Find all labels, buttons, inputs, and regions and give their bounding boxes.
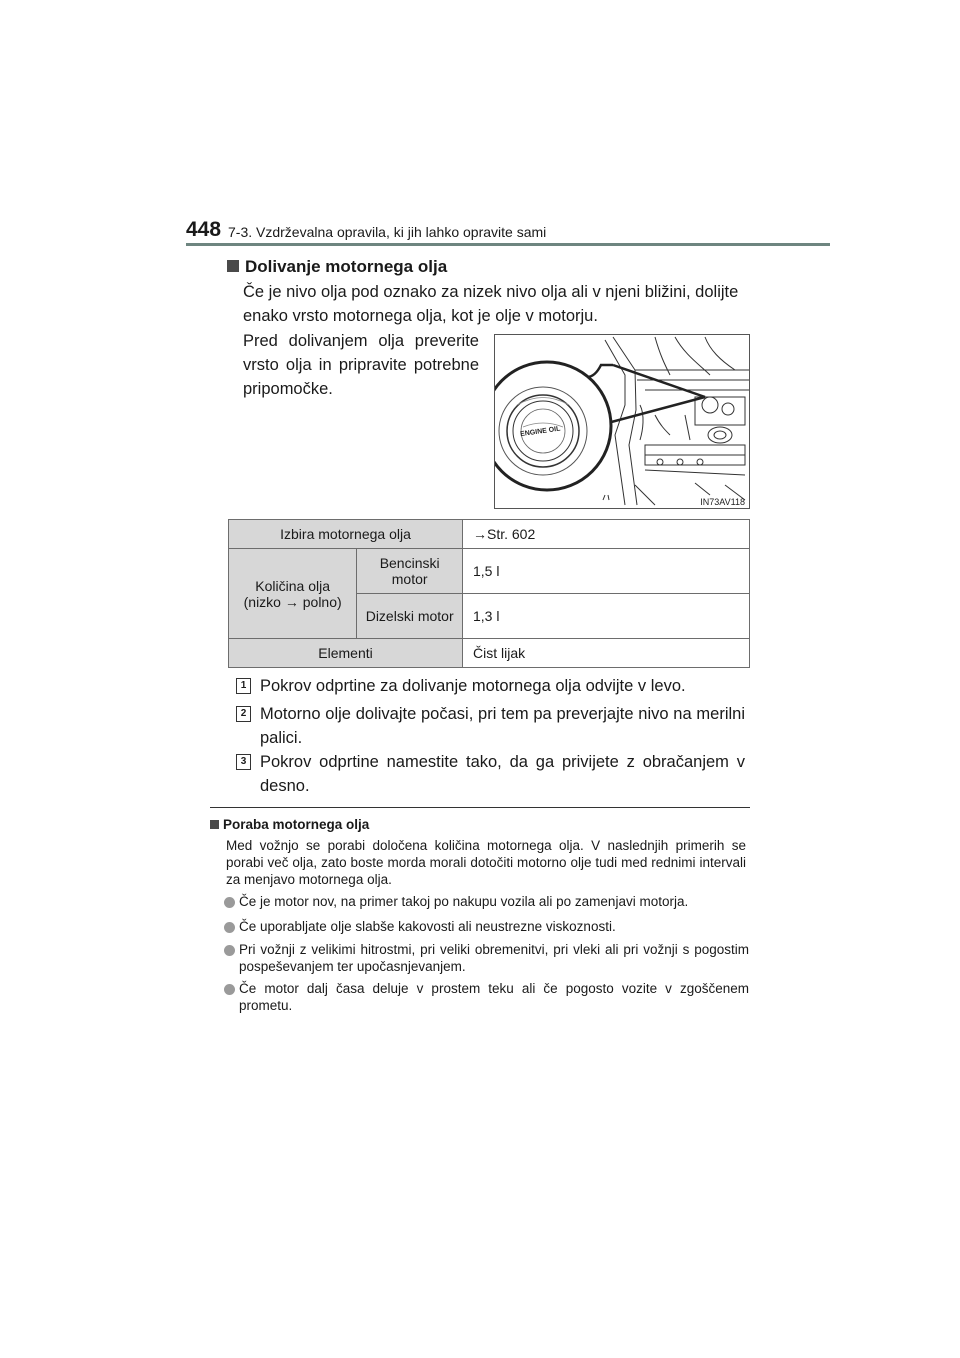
table-row — [229, 520, 750, 549]
prep-paragraph: Pred dolivanjem olja preverite vrsto olja in pripravite potrebne pripomočke. — [243, 332, 479, 398]
petrol-engine-label: Bencinski motor — [357, 549, 463, 594]
items-value: Čist lijak — [463, 639, 750, 668]
intro-paragraph: Če je nivo olja pod oznako za nizek nivo olja ali v njeni bližini, dolijte enako vrsto motornega olja, kot je olje v motorju. — [243, 283, 739, 325]
consumption-bullet-4: Če motor dalj časa deluje v prostem teku ali če pogosto vozite v zgoščenem prometu. — [239, 981, 749, 1013]
consumption-intro: Med vožnjo se porabi določena količina motornega olja. V naslednjih primerih se porabi več olja, zato boste morda morali dotočiti motorno olje tudi med rednimi intervali za menjavo motornega olja. — [226, 838, 746, 887]
oil-selection-label: Izbira motornega olja — [229, 520, 463, 549]
section-title: Dolivanje motornega olja — [245, 257, 448, 276]
diesel-engine-label: Dizelski motor — [357, 594, 463, 639]
cap-label: ENGINE OIL — [519, 425, 561, 439]
consumption-bullet-1: Če je motor nov, na primer takoj po nakupu vozila ali po zamenjavi motorja. — [239, 894, 689, 909]
square-bullet-icon — [210, 820, 219, 829]
oil-selection-value: →Str. 602 — [463, 520, 750, 549]
oil-spec-table — [228, 519, 750, 668]
consumption-heading — [210, 817, 369, 832]
consumption-bullet-2: Če uporabljate olje slabše kakovosti ali neustrezne viskoznosti. — [239, 919, 616, 934]
consumption-bullet-3: Pri vožnji z velikimi hitrostmi, pri veliki obremenitvi, pri vleki ali pri vožnji s pogostim pospeševanjem ter upočasnjevanjem. — [239, 942, 749, 974]
section-divider — [210, 807, 750, 808]
step-number-2: 2 — [236, 706, 251, 722]
step-text-2: Motorno olje dolivajte počasi, pri tem pa preverjajte nivo na merilni palici. — [260, 705, 745, 747]
section-heading — [227, 257, 447, 277]
engine-bay-drawing — [495, 335, 750, 509]
bullet-dot-icon — [224, 922, 235, 933]
step-number-3: 3 — [236, 754, 251, 770]
table-row — [229, 639, 750, 668]
step-text-3: Pokrov odprtine namestite tako, da ga privijete z obračanjem v desno. — [260, 753, 745, 795]
bullet-dot-icon — [224, 945, 235, 956]
step-number-1: 1 — [236, 678, 251, 694]
table-row — [229, 549, 750, 594]
header-rule — [186, 243, 830, 246]
image-id-label: IN73AV118 — [700, 497, 745, 507]
oil-quantity-label: Količina olja (nizko → polno) — [229, 549, 357, 639]
items-label: Elementi — [229, 639, 463, 668]
bullet-dot-icon — [224, 897, 235, 908]
consumption-title: Poraba motornega olja — [223, 817, 370, 832]
bullet-dot-icon — [224, 984, 235, 995]
oil-cap-illustration — [494, 334, 750, 509]
page-number: 448 — [186, 218, 222, 241]
square-bullet-icon — [227, 260, 239, 272]
chapter-title: 7-3. Vzdrževalna opravila, ki jih lahko opravite sami — [228, 224, 547, 240]
step-text-1: Pokrov odprtine za dolivanje motornega olja odvijte v levo. — [260, 677, 686, 695]
diesel-engine-value: 1,3 l — [463, 594, 750, 639]
petrol-engine-value: 1,5 l — [463, 549, 750, 594]
